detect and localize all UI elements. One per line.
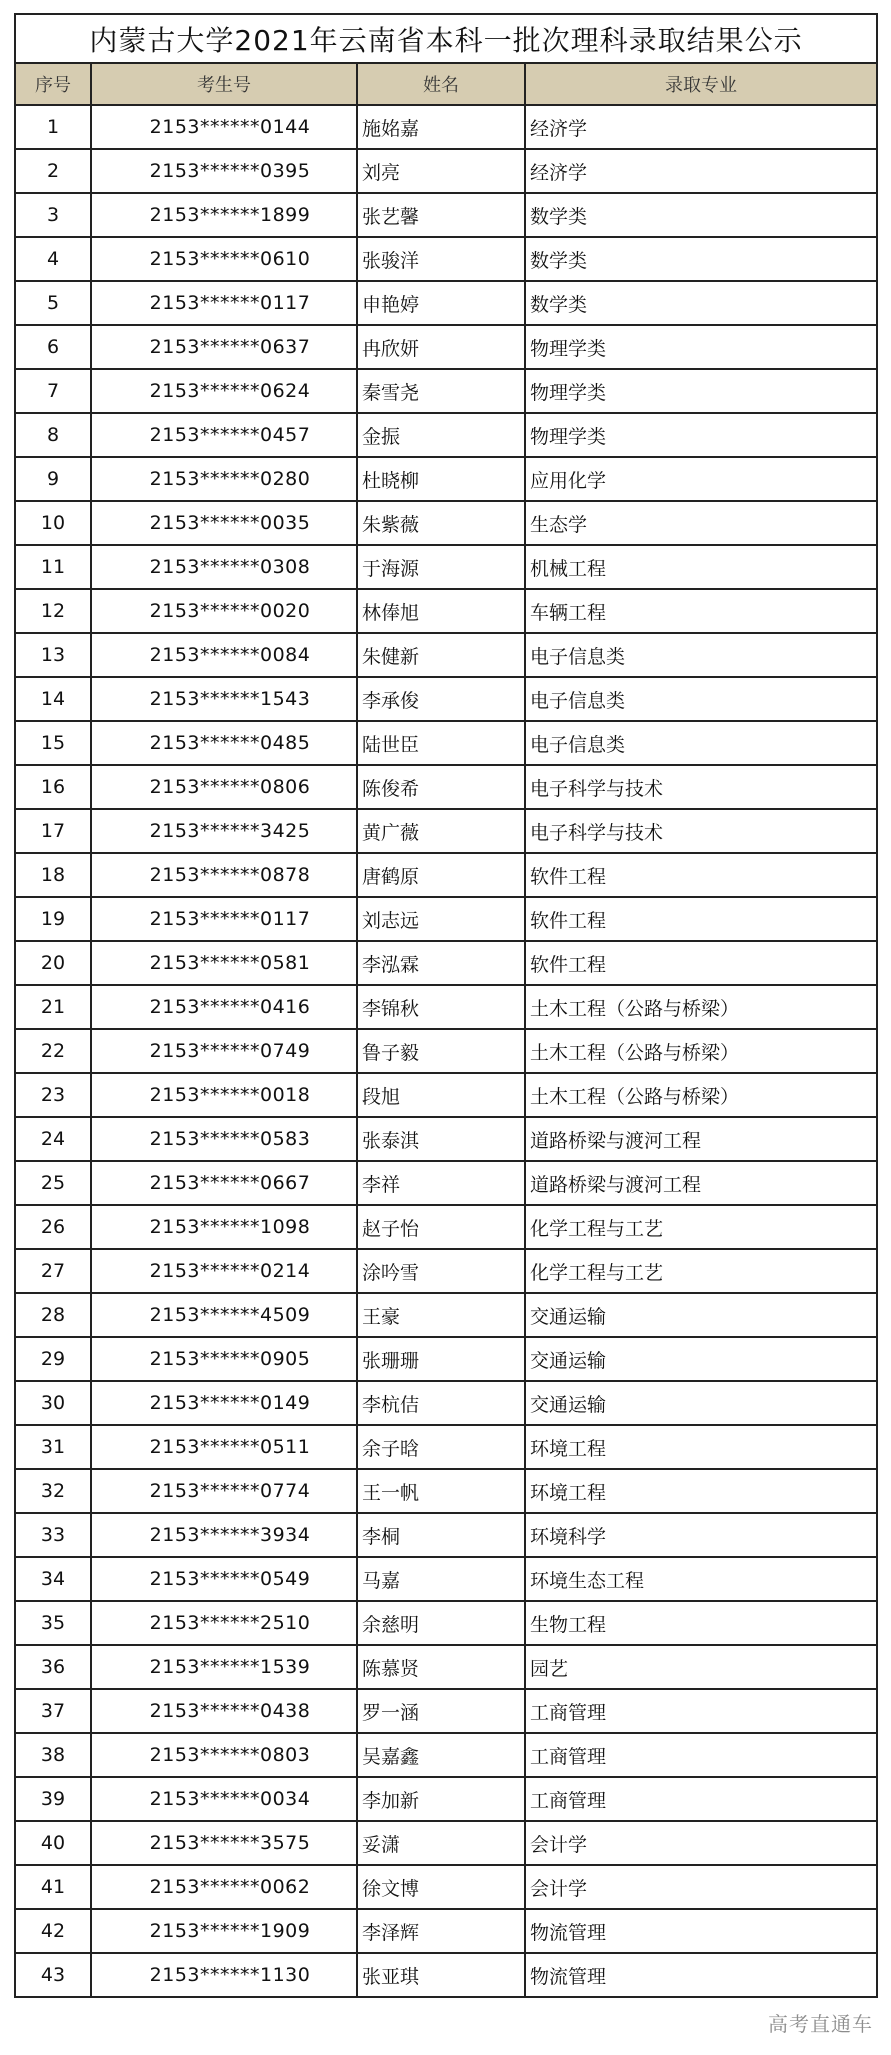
- row-exam-id: 2153******0438: [91, 1689, 357, 1733]
- table-row: [15, 1513, 877, 1557]
- header-name: 姓名: [357, 63, 525, 105]
- table-row: [15, 677, 877, 721]
- row-major: 电子科学与技术: [525, 765, 877, 809]
- row-exam-id: 2153******0062: [91, 1865, 357, 1909]
- row-exam-id: 2153******0035: [91, 501, 357, 545]
- row-seq: 26: [15, 1205, 91, 1249]
- row-student-name: 申艳婷: [357, 281, 525, 325]
- row-seq: 39: [15, 1777, 91, 1821]
- watermark: 高考直通车: [768, 2012, 873, 2036]
- row-major: 物流管理: [525, 1909, 877, 1953]
- row-major: 车辆工程: [525, 589, 877, 633]
- table-row: [15, 1689, 877, 1733]
- row-student-name: 李承俊: [357, 677, 525, 721]
- row-exam-id: 2153******0624: [91, 369, 357, 413]
- row-seq: 22: [15, 1029, 91, 1073]
- row-exam-id: 2153******0806: [91, 765, 357, 809]
- row-student-name: 黄广薇: [357, 809, 525, 853]
- row-seq: 21: [15, 985, 91, 1029]
- row-student-name: 张珊珊: [357, 1337, 525, 1381]
- row-seq: 28: [15, 1293, 91, 1337]
- row-major: 电子科学与技术: [525, 809, 877, 853]
- table-row: [15, 1733, 877, 1777]
- row-student-name: 冉欣妍: [357, 325, 525, 369]
- table-row: [15, 633, 877, 677]
- row-student-name: 刘志远: [357, 897, 525, 941]
- row-seq: 35: [15, 1601, 91, 1645]
- table-row: [15, 501, 877, 545]
- row-student-name: 李杭佶: [357, 1381, 525, 1425]
- table-row: [15, 853, 877, 897]
- row-exam-id: 2153******0416: [91, 985, 357, 1029]
- row-major: 电子信息类: [525, 721, 877, 765]
- row-exam-id: 2153******1539: [91, 1645, 357, 1689]
- row-student-name: 罗一涵: [357, 1689, 525, 1733]
- table-row: [15, 941, 877, 985]
- row-major: 生态学: [525, 501, 877, 545]
- row-exam-id: 2153******0549: [91, 1557, 357, 1601]
- table-row: [15, 1425, 877, 1469]
- row-seq: 11: [15, 545, 91, 589]
- row-major: 软件工程: [525, 941, 877, 985]
- row-seq: 5: [15, 281, 91, 325]
- row-exam-id: 2153******0749: [91, 1029, 357, 1073]
- row-seq: 23: [15, 1073, 91, 1117]
- row-major: 软件工程: [525, 853, 877, 897]
- table-row: [15, 1205, 877, 1249]
- row-major: 经济学: [525, 105, 877, 149]
- table-row: [15, 1117, 877, 1161]
- row-exam-id: 2153******0878: [91, 853, 357, 897]
- row-student-name: 余子晗: [357, 1425, 525, 1469]
- row-student-name: 秦雪尧: [357, 369, 525, 413]
- table-row: [15, 281, 877, 325]
- row-major: 化学工程与工艺: [525, 1205, 877, 1249]
- row-major: 环境生态工程: [525, 1557, 877, 1601]
- row-seq: 13: [15, 633, 91, 677]
- row-seq: 34: [15, 1557, 91, 1601]
- row-exam-id: 2153******0117: [91, 281, 357, 325]
- row-seq: 7: [15, 369, 91, 413]
- row-student-name: 朱健新: [357, 633, 525, 677]
- table-row: [15, 721, 877, 765]
- row-student-name: 马嘉: [357, 1557, 525, 1601]
- table-row: [15, 1293, 877, 1337]
- row-exam-id: 2153******1909: [91, 1909, 357, 1953]
- row-student-name: 于海源: [357, 545, 525, 589]
- table-row: [15, 1073, 877, 1117]
- row-student-name: 李桐: [357, 1513, 525, 1557]
- table-row: [15, 237, 877, 281]
- row-seq: 15: [15, 721, 91, 765]
- row-seq: 36: [15, 1645, 91, 1689]
- row-seq: 40: [15, 1821, 91, 1865]
- row-major: 道路桥梁与渡河工程: [525, 1117, 877, 1161]
- row-seq: 31: [15, 1425, 91, 1469]
- row-student-name: 刘亮: [357, 149, 525, 193]
- row-exam-id: 2153******0308: [91, 545, 357, 589]
- row-exam-id: 2153******0667: [91, 1161, 357, 1205]
- row-student-name: 李祥: [357, 1161, 525, 1205]
- row-seq: 18: [15, 853, 91, 897]
- table-title: 内蒙古大学2021年云南省本科一批次理科录取结果公示: [15, 14, 877, 63]
- row-student-name: 朱紫薇: [357, 501, 525, 545]
- header-id: 考生号: [91, 63, 357, 105]
- row-student-name: 李泽辉: [357, 1909, 525, 1953]
- table-row: [15, 413, 877, 457]
- table-row: [15, 149, 877, 193]
- row-seq: 19: [15, 897, 91, 941]
- row-exam-id: 2153******0511: [91, 1425, 357, 1469]
- row-student-name: 王一帆: [357, 1469, 525, 1513]
- row-student-name: 施姳嘉: [357, 105, 525, 149]
- row-seq: 10: [15, 501, 91, 545]
- row-exam-id: 2153******1543: [91, 677, 357, 721]
- row-major: 土木工程（公路与桥梁）: [525, 985, 877, 1029]
- row-seq: 38: [15, 1733, 91, 1777]
- row-seq: 43: [15, 1953, 91, 1997]
- row-major: 数学类: [525, 281, 877, 325]
- row-exam-id: 2153******4509: [91, 1293, 357, 1337]
- row-student-name: 鲁子毅: [357, 1029, 525, 1073]
- row-major: 化学工程与工艺: [525, 1249, 877, 1293]
- row-major: 工商管理: [525, 1733, 877, 1777]
- row-major: 数学类: [525, 237, 877, 281]
- table-row: [15, 1029, 877, 1073]
- row-student-name: 王豪: [357, 1293, 525, 1337]
- table-row: [15, 1821, 877, 1865]
- table-row: [15, 589, 877, 633]
- row-exam-id: 2153******3934: [91, 1513, 357, 1557]
- row-major: 交通运输: [525, 1381, 877, 1425]
- row-major: 交通运输: [525, 1293, 877, 1337]
- table-row: [15, 545, 877, 589]
- row-major: 机械工程: [525, 545, 877, 589]
- table-row: [15, 457, 877, 501]
- row-major: 物理学类: [525, 325, 877, 369]
- admission-table: [14, 13, 878, 1998]
- row-seq: 24: [15, 1117, 91, 1161]
- row-major: 数学类: [525, 193, 877, 237]
- row-seq: 30: [15, 1381, 91, 1425]
- row-major: 环境工程: [525, 1469, 877, 1513]
- row-seq: 32: [15, 1469, 91, 1513]
- row-student-name: 张泰淇: [357, 1117, 525, 1161]
- row-major: 会计学: [525, 1821, 877, 1865]
- row-exam-id: 2153******0583: [91, 1117, 357, 1161]
- table-row: [15, 1161, 877, 1205]
- row-student-name: 陆世臣: [357, 721, 525, 765]
- row-exam-id: 2153******3425: [91, 809, 357, 853]
- row-seq: 41: [15, 1865, 91, 1909]
- row-exam-id: 2153******0280: [91, 457, 357, 501]
- table-row: [15, 193, 877, 237]
- header-seq: 序号: [15, 63, 91, 105]
- row-major: 会计学: [525, 1865, 877, 1909]
- row-seq: 3: [15, 193, 91, 237]
- row-exam-id: 2153******0018: [91, 1073, 357, 1117]
- row-major: 工商管理: [525, 1689, 877, 1733]
- row-major: 环境工程: [525, 1425, 877, 1469]
- row-major: 土木工程（公路与桥梁）: [525, 1073, 877, 1117]
- row-student-name: 金振: [357, 413, 525, 457]
- row-student-name: 张艺馨: [357, 193, 525, 237]
- row-student-name: 妥潇: [357, 1821, 525, 1865]
- row-student-name: 赵子怡: [357, 1205, 525, 1249]
- row-seq: 25: [15, 1161, 91, 1205]
- row-major: 应用化学: [525, 457, 877, 501]
- row-exam-id: 2153******0149: [91, 1381, 357, 1425]
- table-row: [15, 105, 877, 149]
- row-seq: 1: [15, 105, 91, 149]
- table-row: [15, 985, 877, 1029]
- row-student-name: 林俸旭: [357, 589, 525, 633]
- row-major: 软件工程: [525, 897, 877, 941]
- table-row: [15, 1865, 877, 1909]
- row-seq: 12: [15, 589, 91, 633]
- row-student-name: 徐文博: [357, 1865, 525, 1909]
- row-seq: 4: [15, 237, 91, 281]
- header-row: [15, 63, 877, 105]
- row-student-name: 张亚琪: [357, 1953, 525, 1997]
- admission-sheet: [14, 13, 876, 1998]
- row-major: 环境科学: [525, 1513, 877, 1557]
- row-student-name: 陈俊希: [357, 765, 525, 809]
- row-exam-id: 2153******0581: [91, 941, 357, 985]
- row-exam-id: 2153******0117: [91, 897, 357, 941]
- row-seq: 8: [15, 413, 91, 457]
- row-seq: 42: [15, 1909, 91, 1953]
- row-exam-id: 2153******0034: [91, 1777, 357, 1821]
- table-row: [15, 1557, 877, 1601]
- row-student-name: 涂吟雪: [357, 1249, 525, 1293]
- table-row: [15, 809, 877, 853]
- table-row: [15, 1777, 877, 1821]
- row-exam-id: 2153******0774: [91, 1469, 357, 1513]
- table-row: [15, 369, 877, 413]
- table-row: [15, 1953, 877, 1997]
- row-exam-id: 2153******0905: [91, 1337, 357, 1381]
- row-student-name: 杜晓柳: [357, 457, 525, 501]
- row-student-name: 陈慕贤: [357, 1645, 525, 1689]
- table-row: [15, 1249, 877, 1293]
- row-student-name: 李加新: [357, 1777, 525, 1821]
- row-seq: 16: [15, 765, 91, 809]
- row-seq: 29: [15, 1337, 91, 1381]
- row-exam-id: 2153******0144: [91, 105, 357, 149]
- table-row: [15, 1909, 877, 1953]
- row-student-name: 吴嘉鑫: [357, 1733, 525, 1777]
- row-student-name: 余慈明: [357, 1601, 525, 1645]
- row-major: 工商管理: [525, 1777, 877, 1821]
- header-major: 录取专业: [525, 63, 877, 105]
- row-major: 园艺: [525, 1645, 877, 1689]
- row-exam-id: 2153******0214: [91, 1249, 357, 1293]
- row-seq: 27: [15, 1249, 91, 1293]
- row-major: 物理学类: [525, 369, 877, 413]
- row-exam-id: 2153******1098: [91, 1205, 357, 1249]
- table-row: [15, 325, 877, 369]
- row-student-name: 李泓霖: [357, 941, 525, 985]
- row-exam-id: 2153******0020: [91, 589, 357, 633]
- row-major: 电子信息类: [525, 677, 877, 721]
- row-exam-id: 2153******0637: [91, 325, 357, 369]
- table-row: [15, 765, 877, 809]
- table-row: [15, 1381, 877, 1425]
- row-exam-id: 2153******0610: [91, 237, 357, 281]
- row-seq: 14: [15, 677, 91, 721]
- table-row: [15, 1645, 877, 1689]
- row-seq: 37: [15, 1689, 91, 1733]
- row-seq: 2: [15, 149, 91, 193]
- row-exam-id: 2153******1130: [91, 1953, 357, 1997]
- row-student-name: 唐鹤原: [357, 853, 525, 897]
- row-exam-id: 2153******0803: [91, 1733, 357, 1777]
- row-major: 经济学: [525, 149, 877, 193]
- table-row: [15, 1601, 877, 1645]
- row-exam-id: 2153******0485: [91, 721, 357, 765]
- row-major: 生物工程: [525, 1601, 877, 1645]
- row-exam-id: 2153******3575: [91, 1821, 357, 1865]
- row-exam-id: 2153******1899: [91, 193, 357, 237]
- table-row: [15, 1337, 877, 1381]
- row-seq: 33: [15, 1513, 91, 1557]
- row-exam-id: 2153******0084: [91, 633, 357, 677]
- row-exam-id: 2153******0395: [91, 149, 357, 193]
- row-seq: 17: [15, 809, 91, 853]
- row-major: 交通运输: [525, 1337, 877, 1381]
- row-major: 土木工程（公路与桥梁）: [525, 1029, 877, 1073]
- row-exam-id: 2153******0457: [91, 413, 357, 457]
- row-major: 物流管理: [525, 1953, 877, 1997]
- row-seq: 9: [15, 457, 91, 501]
- row-major: 电子信息类: [525, 633, 877, 677]
- table-row: [15, 897, 877, 941]
- row-student-name: 张骏洋: [357, 237, 525, 281]
- table-row: [15, 1469, 877, 1513]
- row-student-name: 段旭: [357, 1073, 525, 1117]
- row-major: 道路桥梁与渡河工程: [525, 1161, 877, 1205]
- row-seq: 20: [15, 941, 91, 985]
- row-student-name: 李锦秋: [357, 985, 525, 1029]
- row-exam-id: 2153******2510: [91, 1601, 357, 1645]
- row-major: 物理学类: [525, 413, 877, 457]
- row-seq: 6: [15, 325, 91, 369]
